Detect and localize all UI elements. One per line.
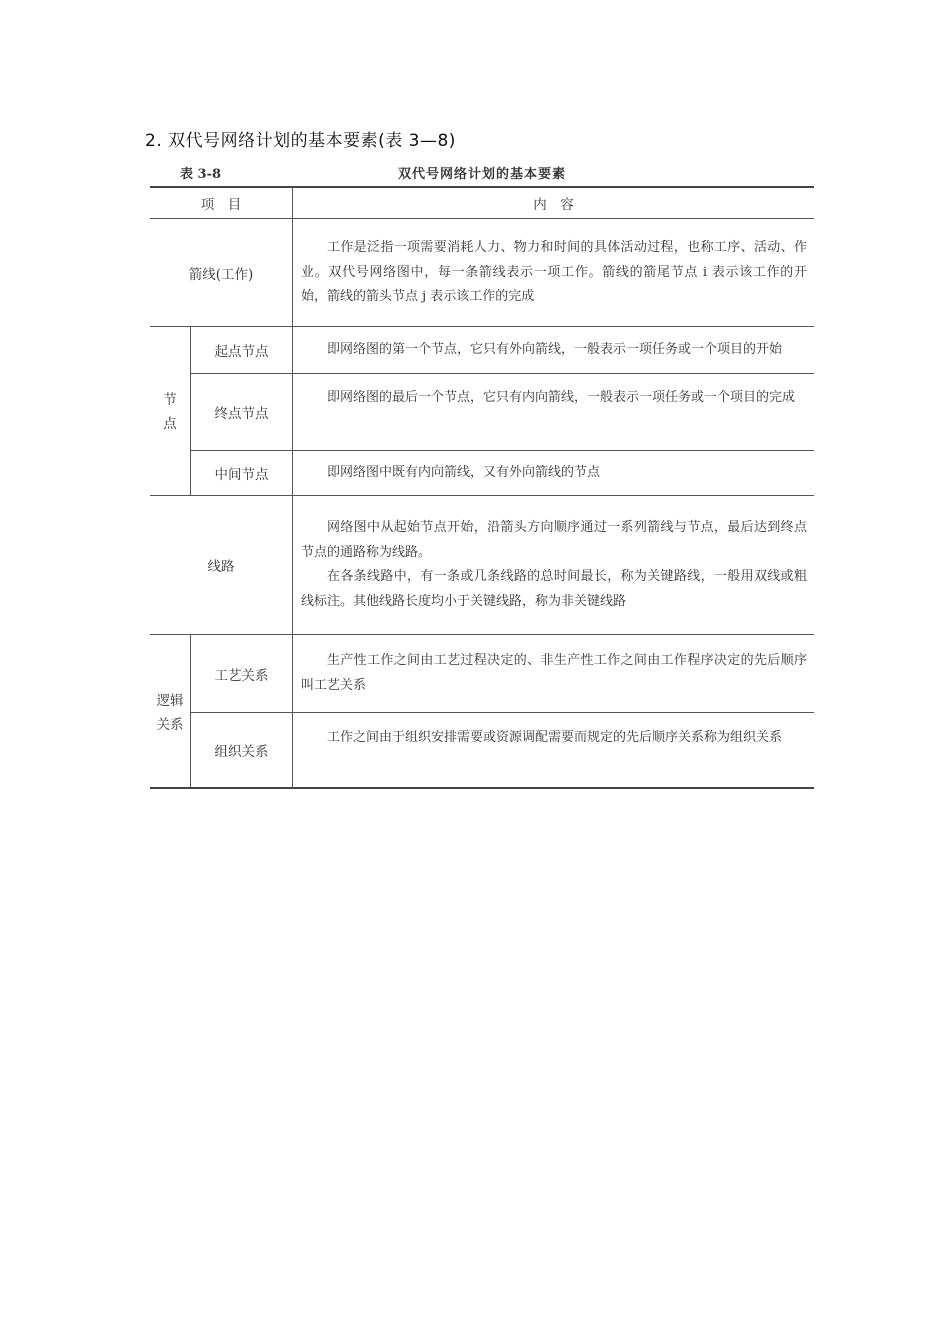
content-start-node-text: 即网络图的第一个节点，它只有外向箭线，一般表示一项任务或一个项目的开始 bbox=[327, 342, 783, 357]
content-process-relation bbox=[301, 649, 807, 698]
table-number: 表 3-8 bbox=[180, 167, 222, 182]
header-content: 内 容 bbox=[533, 197, 574, 213]
content-arrow bbox=[301, 236, 807, 310]
item-route: 线路 bbox=[207, 559, 235, 575]
content-organization-relation bbox=[301, 726, 807, 751]
item-end-node: 终点节点 bbox=[214, 406, 269, 422]
content-start-node bbox=[301, 338, 807, 363]
table-bottom-rule bbox=[150, 787, 814, 789]
table-caption: 双代号网络计划的基本要素 bbox=[398, 167, 567, 182]
column-divider-main bbox=[292, 186, 293, 788]
content-end-node bbox=[301, 386, 807, 411]
content-route-text-2: 在各条线路中，有一条或几条线路的总时间最长，称为关键路线，一般用双线或粗线标注。其他线路长度均小于关键线路，称为非关键线路 bbox=[301, 569, 807, 609]
content-arrow-text: 工作是泛指一项需要消耗人力、物力和时间的具体活动过程，也称工序、活动、作业。双代号网络图中，每一条箭线表示一项工作。箭线的箭尾节点 i 表示该工作的开始，箭线的箭头节点 j 表示该工作的完成 bbox=[301, 240, 807, 304]
content-process-relation-text: 生产性工作之间由工艺过程决定的、非生产性工作之间由工作程序决定的先后顺序叫工艺关系 bbox=[301, 653, 807, 693]
header-item: 项 目 bbox=[200, 197, 242, 213]
item-organization-relation: 组织关系 bbox=[214, 744, 269, 760]
content-route-text-1: 网络图中从起始节点开始，沿箭头方向顺序通过一系列箭线与节点，最后达到终点节点的通路称为线路。 bbox=[301, 520, 807, 560]
group-node: 节点 bbox=[163, 392, 177, 432]
item-arrow: 箭线(工作) bbox=[188, 266, 254, 283]
content-organization-relation-text: 工作之间由于组织安排需要或资源调配需要而规定的先后顺序关系称为组织关系 bbox=[327, 730, 783, 745]
content-middle-node bbox=[301, 461, 807, 486]
section-heading: 2. 双代号网络计划的基本要素(表 3—8) bbox=[145, 131, 456, 151]
group-logic: 逻辑关系 bbox=[156, 693, 184, 733]
content-route bbox=[301, 516, 807, 614]
item-middle-node: 中间节点 bbox=[214, 467, 269, 483]
content-end-node-text: 即网络图的最后一个节点，它只有内向箭线，一般表示一项任务或一个项目的完成 bbox=[327, 390, 796, 405]
item-process-relation: 工艺关系 bbox=[214, 667, 269, 684]
item-start-node: 起点节点 bbox=[214, 344, 269, 360]
content-middle-node-text: 即网络图中既有内向箭线，又有外向箭线的节点 bbox=[327, 465, 601, 480]
